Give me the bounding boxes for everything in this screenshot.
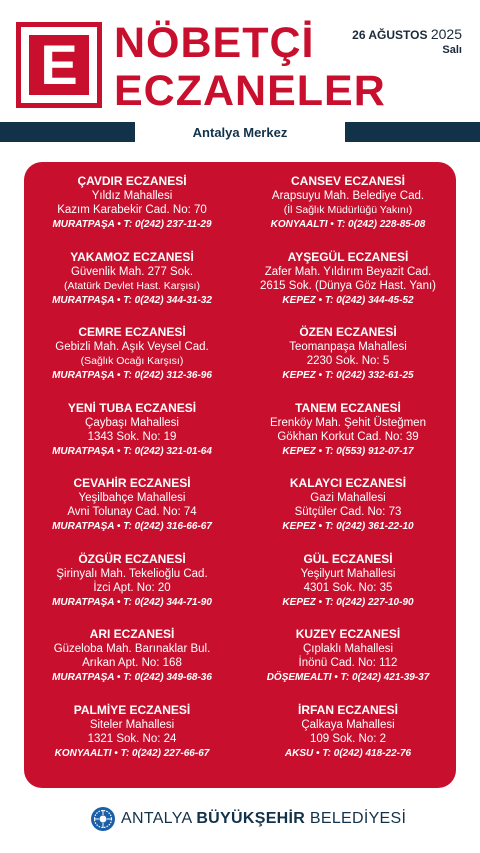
pharmacy-name: KALAYCI ECZANESİ xyxy=(289,476,407,490)
region-band xyxy=(0,122,480,142)
pharmacy-address: Siteler Mahallesi xyxy=(89,718,175,731)
pharmacy-contact: MURATPAŞA • T: 0(242) 344-31-32 xyxy=(52,294,212,306)
logo-letter: E xyxy=(29,35,89,95)
pharmacy-name: CEVAHİR ECZANESİ xyxy=(73,476,191,490)
pharmacy-address: Zafer Mah. Yıldırım Beyazit Cad. xyxy=(264,265,432,278)
footer-text-part2: BÜYÜKŞEHİR xyxy=(196,810,306,827)
pharmacy-name: ARI ECZANESİ xyxy=(89,627,175,641)
pharmacy-contact: KEPEZ • T: 0(242) 344-45-52 xyxy=(282,294,414,306)
pharmacy-contact: KEPEZ • T: 0(242) 227-10-90 xyxy=(282,596,414,608)
pharmacy-contact: MURATPAŞA • T: 0(242) 312-36-96 xyxy=(52,370,212,381)
pharmacy-name: ÖZGÜR ECZANESİ xyxy=(78,551,186,566)
pharmacy-entry xyxy=(24,174,240,250)
pharmacy-entry xyxy=(240,325,456,401)
pharmacy-address: Gökhan Korkut Cad. No: 39 xyxy=(277,430,419,443)
pharmacy-address: (Atatürk Devlet Hast. Karşısı) xyxy=(64,279,200,292)
footer-text-part3: BELEDİYESİ xyxy=(305,810,407,827)
left-column xyxy=(24,174,240,778)
pharmacy-address: Çıplaklı Mahallesi xyxy=(302,643,394,655)
pharmacy-address: 4301 Sok. No: 35 xyxy=(303,581,393,594)
pharmacy-entry xyxy=(240,476,456,552)
pharmacy-address: Güzeloba Mah. Barınaklar Bul. xyxy=(53,643,211,655)
pharmacy-contact: KEPEZ • T: 0(553) 912-07-17 xyxy=(282,445,414,457)
eczane-logo xyxy=(16,22,102,108)
pharmacy-name: İRFAN ECZANESİ xyxy=(297,702,398,717)
pharmacy-address: Sütçüler Cad. No: 73 xyxy=(294,506,402,518)
pharmacy-address: (Sağlık Ocağı Karşısı) xyxy=(80,355,184,367)
pharmacy-contact: MURATPAŞA • T: 0(242) 349-68-36 xyxy=(52,672,212,683)
pharmacy-address: 2615 Sok. (Dünya Göz Hast. Yanı) xyxy=(260,279,436,292)
pharmacy-address: Yıldız Mahallesi xyxy=(91,190,173,202)
pharmacy-name: GÜL ECZANESİ xyxy=(303,551,393,566)
pharmacy-contact: MURATPAŞA • T: 0(242) 316-66-67 xyxy=(52,521,212,532)
footer-text-part1: ANTALYA xyxy=(121,810,197,827)
date-main xyxy=(352,26,462,42)
pharmacy-address: Arıkan Apt. No: 168 xyxy=(82,657,182,669)
pharmacy-name: YAKAMOZ ECZANESİ xyxy=(70,249,194,264)
pharmacy-address: Arapsuyu Mah. Belediye Cad. xyxy=(271,190,425,202)
pharmacy-entry xyxy=(24,627,240,703)
pharmacy-name: KUZEY ECZANESİ xyxy=(295,627,401,641)
pharmacy-contact: MURATPAŞA • T: 0(242) 321-01-64 xyxy=(52,445,212,457)
pharmacy-address: İnönü Cad. No: 112 xyxy=(298,657,398,669)
pharmacy-name: PALMİYE ECZANESİ xyxy=(73,702,191,717)
pharmacy-entry xyxy=(24,476,240,552)
title-line-2: ECZANELER xyxy=(114,67,386,115)
pharmacy-entry xyxy=(24,703,240,779)
title-line-1: NÖBETÇİ xyxy=(114,19,315,67)
pharmacy-address: 1343 Sok. No: 19 xyxy=(87,430,177,443)
municipality-logo-icon xyxy=(90,806,116,832)
pharmacy-address: Kazım Karabekir Cad. No: 70 xyxy=(57,204,207,216)
footer xyxy=(0,800,480,850)
pharmacy-name: YENİ TUBA ECZANESİ xyxy=(67,400,197,415)
pharmacy-address: Teomanpaşa Mahallesi xyxy=(289,341,407,353)
pharmacy-entry xyxy=(240,401,456,477)
pharmacy-name: CANSEV ECZANESİ xyxy=(290,174,406,188)
pharmacy-entry xyxy=(24,552,240,628)
pharmacy-address: Güvenlik Mah. 277 Sok. xyxy=(70,265,194,278)
pharmacy-contact: DÖŞEMEALTI • T: 0(242) 421-39-37 xyxy=(266,672,430,683)
pharmacy-entry xyxy=(24,325,240,401)
pharmacy-contact: KONYAALTI • T: 0(242) 228-85-08 xyxy=(270,219,426,230)
pharmacy-address: 1321 Sok. No: 24 xyxy=(87,732,177,745)
pharmacy-address: Gebizli Mah. Aşık Veysel Cad. xyxy=(55,341,209,353)
pharmacy-entry xyxy=(24,250,240,326)
pharmacy-address: İzci Apt. No: 20 xyxy=(93,581,171,594)
pharmacy-name: ÇAVDIR ECZANESİ xyxy=(77,174,187,188)
pharmacy-address: 109 Sok. No: 2 xyxy=(309,732,387,745)
pharmacy-entry xyxy=(240,627,456,703)
pharmacy-address: Çalkaya Mahallesi xyxy=(301,718,395,731)
pharmacy-entry xyxy=(240,250,456,326)
date-weekday: Salı xyxy=(442,44,462,56)
pharmacy-address: Çaybaşı Mahallesi xyxy=(85,416,179,429)
pharmacy-entry xyxy=(24,401,240,477)
date-day-month: 26 AĞUSTOS xyxy=(352,28,428,42)
pharmacy-name: ÖZEN ECZANESİ xyxy=(299,325,397,339)
pharmacy-name: CEMRE ECZANESİ xyxy=(78,325,186,339)
header xyxy=(0,0,480,122)
pharmacy-contact: MURATPAŞA • T: 0(242) 237-11-29 xyxy=(52,219,212,230)
municipality-name xyxy=(121,810,406,828)
pharmacy-name: TANEM ECZANESİ xyxy=(295,400,401,415)
pharmacy-address: Şirinyalı Mah. Tekelioğlu Cad. xyxy=(56,567,208,580)
pharmacy-contact: KEPEZ • T: 0(242) 361-22-10 xyxy=(282,521,414,532)
date-year: 2025 xyxy=(430,26,462,42)
pharmacy-address: Yeşilbahçe Mahallesi xyxy=(78,492,186,504)
pharmacy-address: Erenköy Mah. Şehit Üsteğmen xyxy=(270,416,426,429)
pharmacy-contact: AKSU • T: 0(242) 418-22-76 xyxy=(284,747,412,759)
right-column xyxy=(240,174,456,778)
pharmacy-entry xyxy=(240,174,456,250)
pharmacy-list-panel xyxy=(24,162,456,788)
pharmacy-contact: MURATPAŞA • T: 0(242) 344-71-90 xyxy=(52,596,212,608)
pharmacy-contact: KONYAALTI • T: 0(242) 227-66-67 xyxy=(54,747,210,759)
date-block xyxy=(352,26,462,56)
region-label: Antalya Merkez xyxy=(135,122,345,142)
pharmacy-entry xyxy=(240,703,456,779)
pharmacy-address: 2230 Sok. No: 5 xyxy=(306,355,390,367)
pharmacy-entry xyxy=(240,552,456,628)
pharmacy-address: Avni Tolunay Cad. No: 74 xyxy=(67,506,197,518)
pharmacy-name: AYŞEGÜL ECZANESİ xyxy=(287,249,409,264)
pharmacy-address: (İl Sağlık Müdürlüğü Yakını) xyxy=(283,204,413,216)
pharmacy-address: Gazi Mahallesi xyxy=(310,492,386,504)
pharmacy-address: Yeşilyurt Mahallesi xyxy=(300,567,396,580)
pharmacy-contact: KEPEZ • T: 0(242) 332-61-25 xyxy=(282,370,414,381)
